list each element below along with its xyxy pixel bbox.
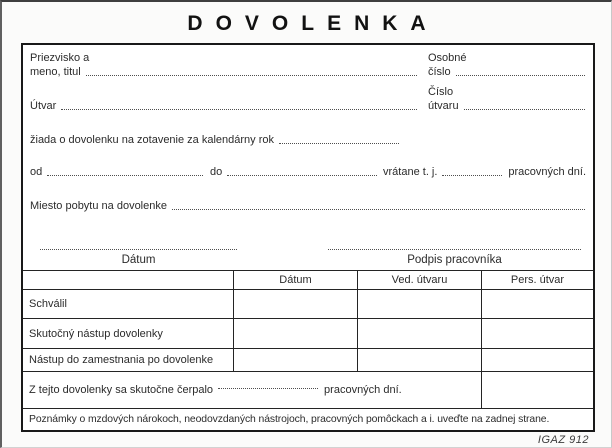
date-blank-line	[40, 249, 237, 250]
name-field	[30, 51, 418, 79]
unit-row	[30, 85, 586, 113]
row-approved-personnel-cell	[481, 289, 593, 318]
row-approved-date-cell	[233, 289, 357, 318]
unit-number-field	[428, 85, 586, 113]
unit-number-label-line1: Číslo	[428, 86, 454, 98]
form-code: IGAZ 912	[537, 434, 589, 446]
row-actual-start-label: Skutočný nástup dovolenky	[23, 318, 233, 348]
from-label: od	[30, 166, 43, 178]
unit-blank-line	[61, 109, 417, 110]
days-drawn-prefix: Z tejto dovolenky sa skutočne čerpalo	[29, 384, 214, 396]
unit-number-blank-line	[464, 109, 585, 110]
row-approved-label: Schválil	[23, 289, 233, 318]
unit-number-label-line2: útvaru	[428, 100, 459, 112]
date-range-row	[30, 165, 586, 179]
to-label: do	[210, 166, 223, 178]
date-signature-block	[40, 249, 237, 266]
form-border-box	[21, 43, 595, 432]
unit-label: Útvar	[30, 100, 57, 112]
date-caption: Dátum	[121, 254, 156, 266]
form-title: DOVOLENKA	[187, 12, 439, 35]
row-actual-start-unit-head-cell	[357, 318, 481, 348]
from-date-blank-line	[47, 175, 203, 176]
working-days-label: pracovných dní.	[508, 166, 586, 178]
row-actual-start-personnel-cell	[481, 318, 593, 348]
place-blank-line	[172, 209, 585, 210]
worker-signature-block	[328, 249, 581, 266]
header-date: Dátum	[233, 270, 357, 289]
header-unit-head: Ved. útvaru	[357, 270, 481, 289]
personal-number-label-line2: číslo	[428, 66, 451, 78]
name-blank-line	[86, 75, 417, 76]
personal-number-field	[428, 51, 586, 79]
personal-number-label-line1: Osobné	[428, 52, 467, 64]
row-actual-start-date-cell	[233, 318, 357, 348]
row-return-date-cell	[233, 348, 357, 371]
days-drawn-personnel-cell	[481, 371, 593, 408]
personal-number-blank-line	[456, 75, 585, 76]
request-label: žiada o dovolenku na zotavenie za kalendárny rok	[30, 134, 274, 146]
request-row	[30, 133, 586, 147]
place-row	[30, 199, 586, 213]
days-drawn-row	[23, 371, 481, 408]
header-empty-cell	[23, 270, 233, 289]
header-personnel-unit: Pers. útvar	[481, 270, 593, 289]
place-label: Miesto pobytu na dovolenke	[30, 200, 167, 212]
to-date-blank-line	[227, 175, 377, 176]
unit-field	[30, 99, 418, 113]
name-label-line1: Priezvisko a	[30, 52, 90, 64]
days-drawn-blank-line	[218, 388, 318, 389]
days-drawn-suffix: pracovných dní.	[324, 384, 402, 396]
name-row	[30, 51, 586, 79]
signature-blank-line	[328, 249, 581, 250]
inclusive-label: vrátane t. j.	[383, 166, 438, 178]
row-return-to-work-label: Nástup do zamestnania po dovolenke	[23, 348, 233, 371]
row-approved-unit-head-cell	[357, 289, 481, 318]
calendar-year-blank-line	[279, 143, 399, 144]
approval-table	[23, 270, 593, 430]
row-return-unit-head-cell	[357, 348, 481, 371]
row-return-personnel-cell	[481, 348, 593, 371]
notes-row: Poznámky o mzdových nárokoch, neodovzdaných nástrojoch, pracovných pomôckach a i. uveďte na zadnej strane.	[23, 408, 593, 430]
signature-caption: Podpis pracovníka	[407, 254, 502, 266]
days-count-blank-line	[442, 175, 502, 176]
name-label-line2: meno, titul	[30, 66, 81, 78]
